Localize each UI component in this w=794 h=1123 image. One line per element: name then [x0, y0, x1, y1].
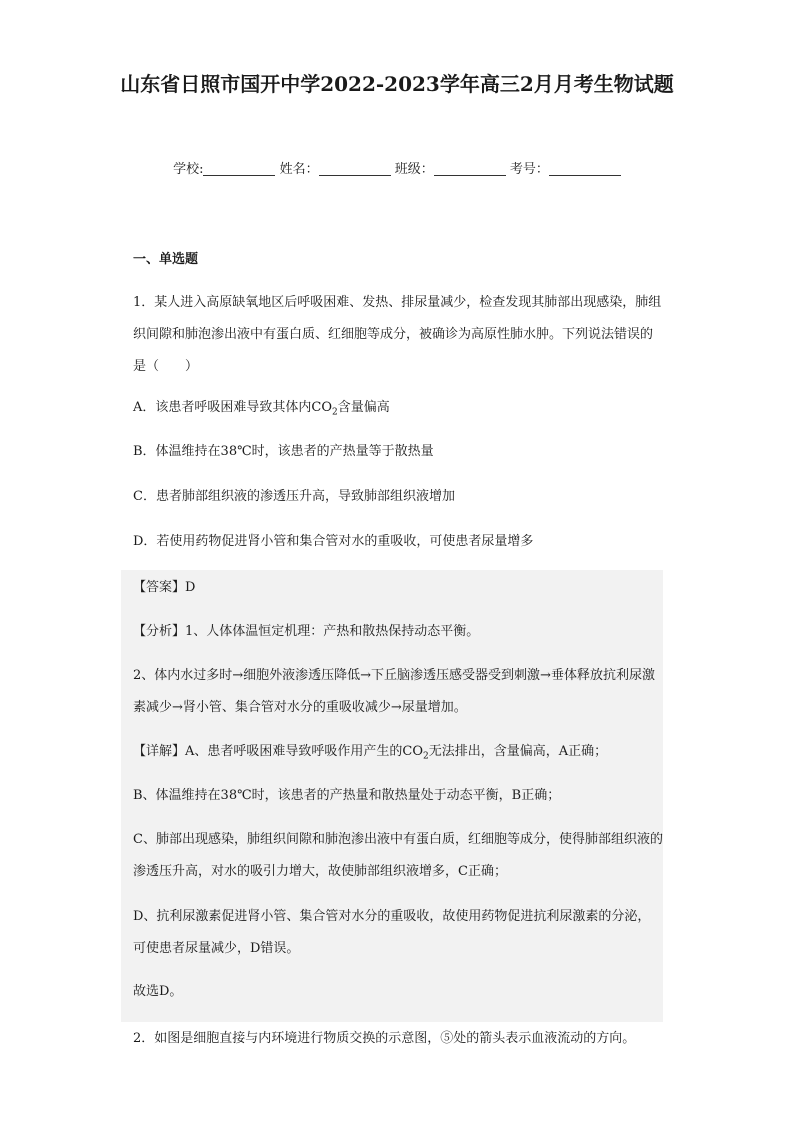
name-label: 姓名：: [279, 162, 319, 177]
option-c: C．患者肺部组织液的渗透压升高，导致肺部组织液增加: [133, 489, 455, 504]
detail-d: D、抗利尿激素促进肾小管、集合管对水分的重吸收，故使用药物促进抗利尿激素的分泌，可使患者尿量减少，D错误。: [133, 909, 651, 956]
option-a: [133, 392, 663, 429]
question-2-stem: 2．如图是细胞直接与内环境进行物质交换的示意图，⑤处的箭头表示血液流动的方向。: [133, 1031, 636, 1046]
detail-a-subscript: 2: [423, 751, 429, 762]
option-d: D．若使用药物促进肾小管和集合管对水的重吸收，可使患者尿量增多: [133, 534, 534, 549]
answer-explanation-block: [121, 570, 663, 1022]
analysis-point-2: 2、体内水过多时→细胞外液渗透压降低→下丘脑渗透压感受器受到刺激→垂体释放抗利尿激素减少→肾小管、集合管对水分的重吸收减少→尿量增加。: [133, 668, 655, 715]
class-blank[interactable]: [434, 161, 506, 176]
school-label: 学校:: [173, 162, 204, 177]
section-heading: 一、单选题: [133, 252, 199, 267]
option-a-text: A．该患者呼吸困难导致其体内CO: [133, 400, 332, 415]
detail-b: B、体温维持在38℃时，该患者的产热量和散热量处于动态平衡，B正确；: [133, 788, 561, 803]
detail-a-text: 【详解】A、患者呼吸困难导致呼吸作用产生的CO: [133, 744, 423, 759]
answer-line: 【答案】D: [133, 580, 196, 595]
option-a-subscript: 2: [332, 407, 338, 418]
option-b: B．体温维持在38℃时，该患者的产热量等于散热量: [133, 444, 434, 459]
student-info-line: [0, 158, 794, 177]
school-blank[interactable]: [203, 161, 275, 176]
page-title: 山东省日照市国开中学2022-2023学年高三2月月考生物试题: [120, 72, 674, 96]
conclusion: 故选D。: [133, 984, 183, 999]
question-1-stem: 1．某人进入高原缺氧地区后呼吸困难、发热、排尿量减少，检查发现其肺部出现感染，肺组织间隙和肺泡渗出液中有蛋白质、红细胞等成分，被确诊为高原性肺水肿。下列说法错误的是（ ）: [133, 295, 662, 374]
detail-a: [133, 736, 663, 773]
id-blank[interactable]: [549, 161, 621, 176]
option-a-suffix: 含量偏高: [337, 400, 390, 415]
detail-c: C、肺部出现感染，肺组织间隙和肺泡渗出液中有蛋白质，红细胞等成分，使得肺部组织液的渗透压升高，对水的吸引力增大，故使肺部组织液增多，C正确；: [133, 832, 663, 879]
id-label: 考号：: [509, 162, 549, 177]
analysis-point-1: 【分析】1、人体体温恒定机理：产热和散热保持动态平衡。: [133, 624, 480, 639]
detail-a-suffix: 无法排出，含量偏高，A正确；: [428, 744, 608, 759]
class-label: 班级：: [394, 162, 434, 177]
name-blank[interactable]: [319, 161, 391, 176]
